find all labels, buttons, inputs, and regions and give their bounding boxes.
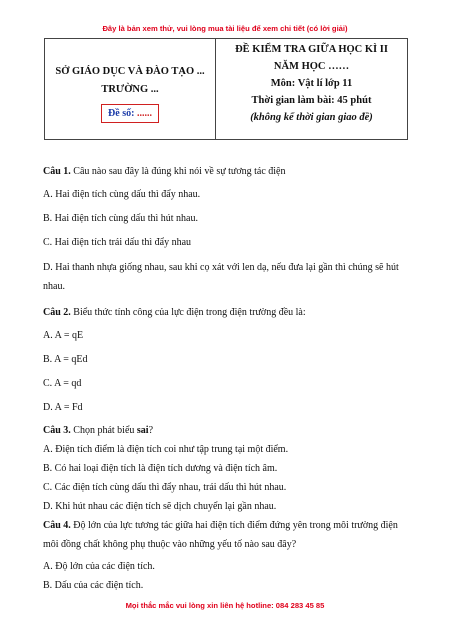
q1-option-c: C. Hai điện tích trái dấu thì đẩy nhau — [43, 237, 192, 248]
question-label: Câu 2. — [43, 307, 71, 318]
exam-code-value: ...... — [136, 108, 152, 119]
q3-option-d: D. Khi hút nhau các điện tích sẽ dịch chuyển lại gần nhau. — [43, 501, 277, 512]
question-label: Câu 4. — [43, 520, 71, 531]
question-label: Câu 3. — [43, 425, 71, 436]
department-name: SỞ GIÁO DỤC VÀ ĐÀO TẠO ... — [55, 66, 205, 77]
duration-note: (không kể thời gian giao đề) — [250, 112, 373, 123]
exam-header-table — [44, 38, 408, 140]
question-mark: ? — [148, 425, 154, 436]
question-text: Độ lớn của lực tương tác giữa hai điện tích điểm đứng yên trong môi trường điện môi đồng chất không phụ thuộc vào những yếu tố nào sau đây? — [43, 520, 398, 550]
question-label: Câu 1. — [43, 166, 71, 177]
preview-notice-banner: Đây là bản xem thử, vui lòng mua tài liệu để xem chi tiết (có lời giải) — [102, 24, 348, 33]
q3-option-a: A. Điện tích điểm là điện tích coi như tập trung tại một điểm. — [43, 444, 289, 455]
header-left-cell — [45, 39, 216, 140]
emphasis-word: sai — [136, 425, 149, 436]
q4-option-a: A. Độ lớn của các điện tích. — [43, 561, 155, 572]
q2-option-d: D. A = Fd — [43, 402, 83, 413]
question-1 — [43, 165, 413, 179]
exam-code-box — [101, 104, 159, 123]
q2-option-b: B. A = qEd — [43, 354, 88, 365]
q2-option-c: C. A = qd — [43, 378, 82, 389]
q1-option-b: B. Hai điện tích cùng dấu thì hút nhau. — [43, 213, 198, 224]
header-right-cell — [216, 39, 408, 140]
duration: Thời gian làm bài: 45 phút — [251, 95, 372, 106]
question-4 — [43, 516, 413, 554]
q4-option-b: B. Dấu của các điện tích. — [43, 580, 144, 591]
school-name: TRƯỜNG ... — [101, 84, 159, 95]
q1-option-d: D. Hai thanh nhựa giống nhau, sau khi cọ xát với len dạ, nếu đưa lại gần thì chúng sẽ hút nhau. — [43, 262, 399, 292]
exam-title: ĐỀ KIỂM TRA GIỮA HỌC KÌ II — [235, 44, 388, 55]
hotline-banner: Mọi thắc mắc vui lòng xin liên hệ hotline: 084 283 45 85 — [125, 601, 325, 610]
question-text: Câu nào sau đây là đúng khi nói về sự tương tác điện — [73, 166, 286, 177]
subject: Môn: Vật lí lớp 11 — [270, 78, 353, 89]
q3-option-b: B. Có hai loại điện tích là điện tích dương và điện tích âm. — [43, 463, 278, 474]
q1-option-a: A. Hai điện tích cùng dấu thì đẩy nhau. — [43, 189, 201, 200]
q2-option-a: A. A = qE — [43, 330, 84, 341]
question-3 — [43, 424, 413, 438]
exam-code-label: Đề số: — [108, 108, 135, 119]
question-text: Chọn phát biểu — [73, 425, 135, 436]
question-text: Biểu thức tính công của lực điện trong điện trường đều là: — [73, 307, 306, 318]
q3-option-c: C. Các điện tích cùng dấu thì đẩy nhau, trái dấu thì hút nhau. — [43, 482, 287, 493]
school-year: NĂM HỌC …… — [273, 61, 350, 72]
question-2 — [43, 306, 413, 320]
